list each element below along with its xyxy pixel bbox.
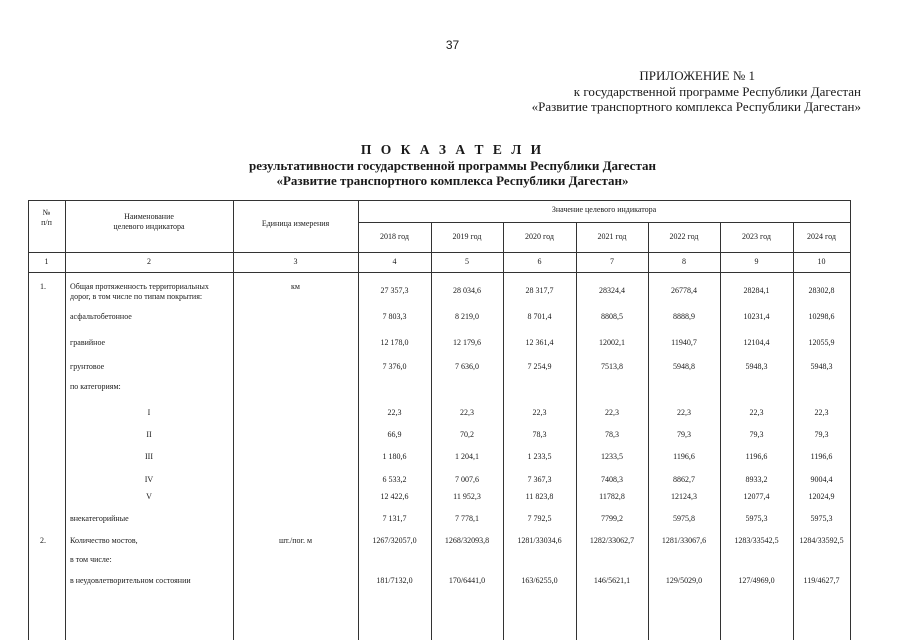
value-cell: 1 233,5 — [527, 452, 552, 461]
value-cell: 12077,4 — [743, 492, 770, 501]
value-cell: 7 376,0 — [382, 362, 407, 371]
indicator-name: внекатегорийные — [70, 514, 129, 523]
value-cell: 181/7132,0 — [376, 576, 413, 585]
value-cell: 22,3 — [605, 408, 619, 417]
header-num: № п/п — [41, 208, 52, 227]
value-cell: 22,3 — [677, 408, 691, 417]
table-rule — [28, 272, 850, 273]
value-cell: 27 357,3 — [380, 286, 409, 295]
value-cell: 12024,9 — [808, 492, 835, 501]
value-cell: 1196,6 — [745, 452, 768, 461]
value-cell: 22,3 — [814, 408, 829, 417]
value-cell: 28284,1 — [743, 286, 770, 295]
value-cell: 28 034,6 — [453, 286, 481, 295]
value-cell: 5975,3 — [745, 514, 768, 523]
value-cell: 7 254,9 — [527, 362, 552, 371]
column-number: 9 — [754, 257, 759, 266]
unit-cell: шт./пог. м — [279, 536, 312, 545]
value-cell: 11 823,8 — [525, 492, 554, 501]
value-cell: 12 179,6 — [453, 338, 481, 347]
header-name: Наименование целевого индикатора — [113, 212, 185, 231]
header-year: 2019 год — [452, 232, 482, 241]
value-cell: 7 007,6 — [455, 475, 479, 484]
value-cell: 22,3 — [532, 408, 547, 417]
appendix-line-2: «Развитие транспортного комплекса Республики Дагестан» — [531, 99, 861, 114]
value-cell: 5948,3 — [745, 362, 768, 371]
value-cell: 1283/33542,5 — [734, 536, 779, 545]
value-cell: 10298,6 — [808, 312, 835, 321]
value-cell: 1281/33034,6 — [517, 536, 562, 545]
value-cell: 78,3 — [605, 430, 619, 439]
indicator-name: грунтовое — [70, 362, 105, 371]
column-number: 10 — [817, 257, 826, 266]
value-cell: 12 178,0 — [380, 338, 409, 347]
value-cell: 5948,3 — [810, 362, 833, 371]
column-number: 7 — [610, 257, 614, 266]
value-cell: 163/6255,0 — [521, 576, 558, 585]
row-number: 2. — [40, 536, 46, 545]
header-year: 2021 год — [597, 232, 627, 241]
column-number: 1 — [44, 257, 49, 266]
row-number: 1. — [40, 282, 46, 291]
value-cell: 119/4627,7 — [803, 576, 840, 585]
value-cell: 1281/33067,6 — [661, 536, 707, 545]
value-cell: 6 533,2 — [382, 475, 407, 484]
value-cell: 5948,8 — [673, 362, 695, 371]
table-column-rule — [850, 200, 851, 640]
indicator-name: Общая протяженность территориальных дорог, в том числе по типам покрытия: — [70, 282, 209, 301]
document-subtitle-2: «Развитие транспортного комплекса Республики Дагестан» — [276, 173, 629, 188]
value-cell: 12055,9 — [808, 338, 835, 347]
unit-cell: км — [291, 282, 300, 291]
value-cell: 7 778,1 — [455, 514, 479, 523]
value-cell: 8808,5 — [601, 312, 623, 321]
value-cell: 1233,5 — [601, 452, 623, 461]
value-cell: 146/5621,1 — [593, 576, 631, 585]
indicator-name: в том числе: — [70, 555, 112, 564]
value-cell: 22,3 — [460, 408, 474, 417]
value-cell: 7513,8 — [601, 362, 623, 371]
indicator-name: III — [145, 452, 153, 461]
column-number: 8 — [682, 257, 686, 266]
indicator-name: гравийное — [70, 338, 106, 347]
indicator-name: Количество мостов, — [70, 536, 138, 545]
value-cell: 79,3 — [749, 430, 764, 439]
value-cell: 22,3 — [749, 408, 764, 417]
value-cell: 79,3 — [814, 430, 829, 439]
column-number: 4 — [392, 257, 397, 266]
value-cell: 7 792,5 — [527, 514, 552, 523]
value-cell: 8 701,4 — [527, 312, 552, 321]
column-number: 3 — [293, 257, 298, 266]
header-year: 2024 год — [807, 232, 836, 241]
value-cell: 1268/32093,8 — [444, 536, 490, 545]
value-cell: 7799,2 — [601, 514, 623, 523]
page-number: 37 — [445, 38, 460, 52]
appendix-line-1: к государственной программе Республики Дагестан — [573, 84, 861, 99]
value-cell: 8933,2 — [745, 475, 768, 484]
value-cell: 79,3 — [677, 430, 691, 439]
header-year: 2018 год — [380, 232, 409, 241]
value-cell: 7408,3 — [601, 475, 623, 484]
value-cell: 11940,7 — [671, 338, 697, 347]
value-cell: 10231,4 — [743, 312, 770, 321]
document-subtitle-1: результативности государственной программы Республики Дагестан — [249, 158, 656, 173]
value-cell: 26778,4 — [671, 286, 697, 295]
value-cell: 11782,8 — [599, 492, 625, 501]
value-cell: 28302,8 — [808, 286, 835, 295]
value-cell: 7 636,0 — [455, 362, 479, 371]
value-cell: 1196,6 — [673, 452, 695, 461]
value-cell: 1 204,1 — [455, 452, 479, 461]
indicator-name: асфальтобетонное — [70, 312, 132, 321]
indicator-name: по категориям: — [70, 382, 121, 391]
indicator-name: V — [146, 492, 152, 501]
value-cell: 8 219,0 — [455, 312, 479, 321]
appendix-title: ПРИЛОЖЕНИЕ № 1 — [639, 68, 755, 83]
value-cell: 7 803,3 — [382, 312, 407, 321]
value-cell: 8862,7 — [673, 475, 695, 484]
value-cell: 5975,8 — [673, 514, 695, 523]
value-cell: 28324,4 — [599, 286, 625, 295]
value-cell: 1267/32057,0 — [372, 536, 417, 545]
value-cell: 12124,3 — [671, 492, 697, 501]
header-year: 2022 год — [669, 232, 699, 241]
value-cell: 12 422,6 — [380, 492, 409, 501]
column-number: 6 — [537, 257, 542, 266]
value-cell: 12104,4 — [743, 338, 770, 347]
indicator-name: в неудовлетворительном состоянии — [70, 576, 191, 585]
value-cell: 66,9 — [387, 430, 402, 439]
value-cell: 7 367,3 — [527, 475, 552, 484]
value-cell: 8888,9 — [673, 312, 695, 321]
value-cell: 1282/33062,7 — [589, 536, 635, 545]
value-cell: 78,3 — [532, 430, 547, 439]
value-cell: 1 180,6 — [382, 452, 407, 461]
value-cell: 1284/33592,5 — [799, 536, 844, 545]
indicator-name: IV — [144, 475, 154, 484]
value-cell: 12 361,4 — [525, 338, 554, 347]
column-number: 5 — [465, 257, 469, 266]
value-cell: 12002,1 — [599, 338, 625, 347]
value-cell: 5975,3 — [810, 514, 833, 523]
indicator-name: I — [147, 408, 151, 417]
value-cell: 129/5029,0 — [665, 576, 703, 585]
value-cell: 9004,4 — [810, 475, 833, 484]
header-year: 2020 год — [525, 232, 554, 241]
value-cell: 7 131,7 — [382, 514, 407, 523]
document-heading: П О К А З А Т Е Л И — [360, 142, 545, 157]
value-cell: 22,3 — [387, 408, 402, 417]
value-cell: 11 952,3 — [453, 492, 481, 501]
value-cell: 170/6441,0 — [448, 576, 486, 585]
header-year: 2023 год — [742, 232, 771, 241]
indicator-name: II — [146, 430, 152, 439]
value-cell: 28 317,7 — [525, 286, 554, 295]
header-unit: Единица измерения — [261, 219, 330, 228]
header-value-group: Значение целевого индикатора — [551, 205, 657, 214]
value-cell: 127/4969,0 — [738, 576, 775, 585]
value-cell: 70,2 — [460, 430, 474, 439]
value-cell: 1196,6 — [810, 452, 833, 461]
column-number: 2 — [147, 257, 151, 266]
